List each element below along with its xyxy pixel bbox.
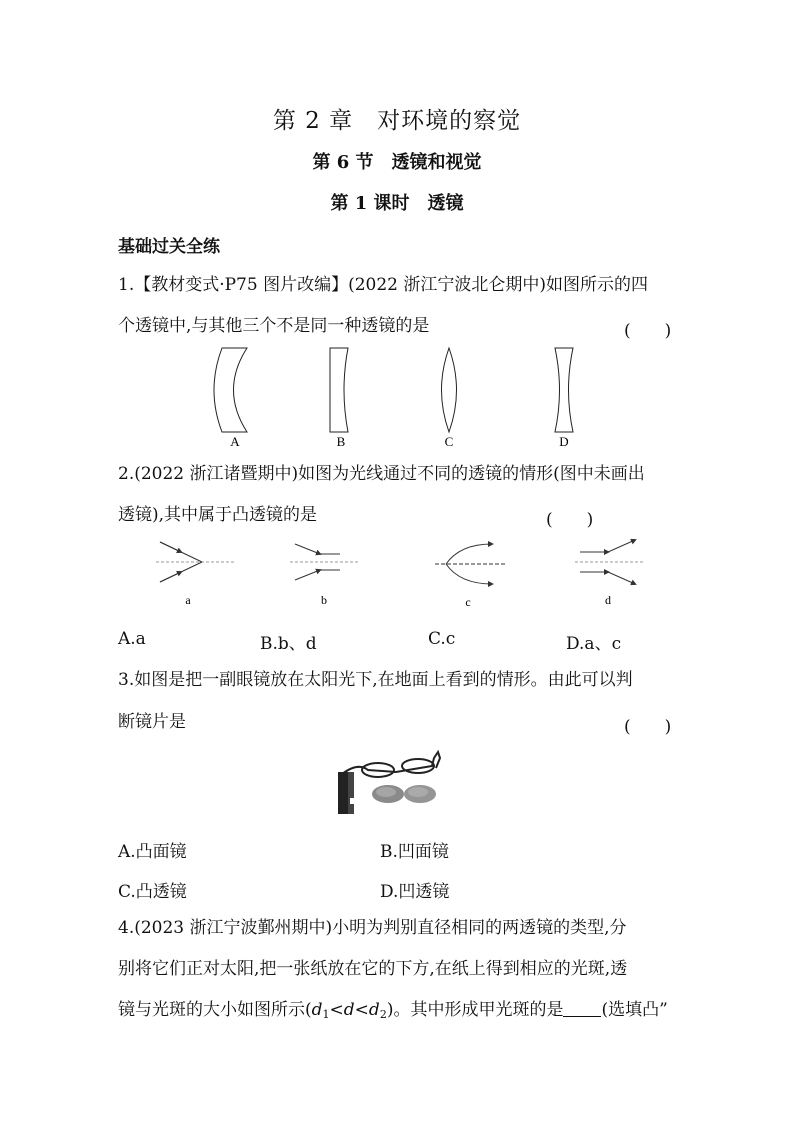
- ray-diagram-a: [156, 542, 236, 582]
- q4-line3: [118, 1000, 668, 1025]
- var-d: d: [343, 1000, 355, 1020]
- q4-line1: 4.(2023 浙江宁波鄞州期中)小明为判别直径相同的两透镜的类型,分: [118, 918, 627, 938]
- ray-diagram-c: [435, 544, 505, 584]
- lens-a: [214, 348, 247, 432]
- q3-option-c[interactable]: C.凸透镜: [118, 882, 187, 902]
- q3-glasses-photo: [338, 744, 458, 814]
- q3-line1: 3.如图是把一副眼镜放在太阳光下,在地面上看到的情形。由此可以判: [118, 670, 633, 690]
- var-d1-subscript: 1: [322, 1008, 330, 1021]
- ray-label-a: a: [185, 593, 191, 607]
- q2-option-b[interactable]: B.b、d: [260, 634, 317, 654]
- less-than-2: <: [354, 1000, 369, 1020]
- lens-c: [442, 348, 457, 432]
- chapter-title: 第 2 章 对环境的察觉: [272, 108, 522, 134]
- less-than-1: <: [329, 1000, 344, 1020]
- q3-line2: 断镜片是: [118, 712, 186, 732]
- q3-option-b[interactable]: B.凹面镜: [380, 842, 449, 862]
- q1-line1: 1.【教材变式·P75 图片改编】(2022 浙江宁波北仑期中)如图所示的四: [118, 275, 649, 295]
- section-label: 基础过关全练: [118, 237, 220, 257]
- q4-line3-start: 镜与光斑的大小如图所示(: [118, 1000, 312, 1020]
- ray-label-c: c: [465, 595, 471, 609]
- var-d1: d: [311, 1000, 323, 1020]
- ray-diagram-d: [575, 540, 645, 584]
- q2-line2: 透镜),其中属于凸透镜的是: [118, 505, 318, 525]
- lens-d: [555, 348, 573, 432]
- q4-line3-end: (选填凸”: [601, 1000, 668, 1020]
- lens-label-b: B: [336, 434, 346, 449]
- section-title: 第 6 节 透镜和视觉: [312, 152, 482, 173]
- ray-label-d: d: [605, 593, 611, 607]
- answer-blank[interactable]: [563, 1002, 601, 1017]
- q3-answer-paren: ( ): [624, 717, 672, 737]
- q3-option-d[interactable]: D.凹透镜: [380, 882, 450, 902]
- q1-line2: 个透镜中,与其他三个不是同一种透镜的是: [118, 316, 430, 336]
- lens-b: [330, 348, 348, 432]
- ray-diagram-b: [290, 544, 360, 580]
- var-d2: d: [368, 1000, 380, 1020]
- q1-lens-figure: [200, 340, 600, 452]
- q2-option-a[interactable]: A.a: [118, 629, 146, 649]
- q4-line2: 别将它们正对太阳,把一张纸放在它的下方,在纸上得到相应的光斑,透: [118, 959, 628, 979]
- lesson-title: 第 1 课时 透镜: [330, 193, 464, 214]
- q4-line3-middle: )。其中形成甲光斑的是: [386, 1000, 564, 1020]
- ray-label-b: b: [321, 593, 327, 607]
- q2-ray-figure: [140, 532, 660, 614]
- lens-label-d: D: [559, 434, 569, 449]
- q3-option-a[interactable]: A.凸面镜: [118, 842, 187, 862]
- lens-label-c: C: [444, 434, 454, 449]
- var-d2-subscript: 2: [379, 1008, 387, 1021]
- q1-answer-paren: ( ): [624, 321, 672, 341]
- q2-answer-paren: ( ): [546, 510, 594, 530]
- q2-option-c[interactable]: C.c: [428, 629, 456, 649]
- q2-option-d[interactable]: D.a、c: [566, 634, 622, 654]
- q2-line1: 2.(2022 浙江诸暨期中)如图为光线通过不同的透镜的情形(图中未画出: [118, 464, 645, 484]
- lens-label-a: A: [230, 434, 240, 449]
